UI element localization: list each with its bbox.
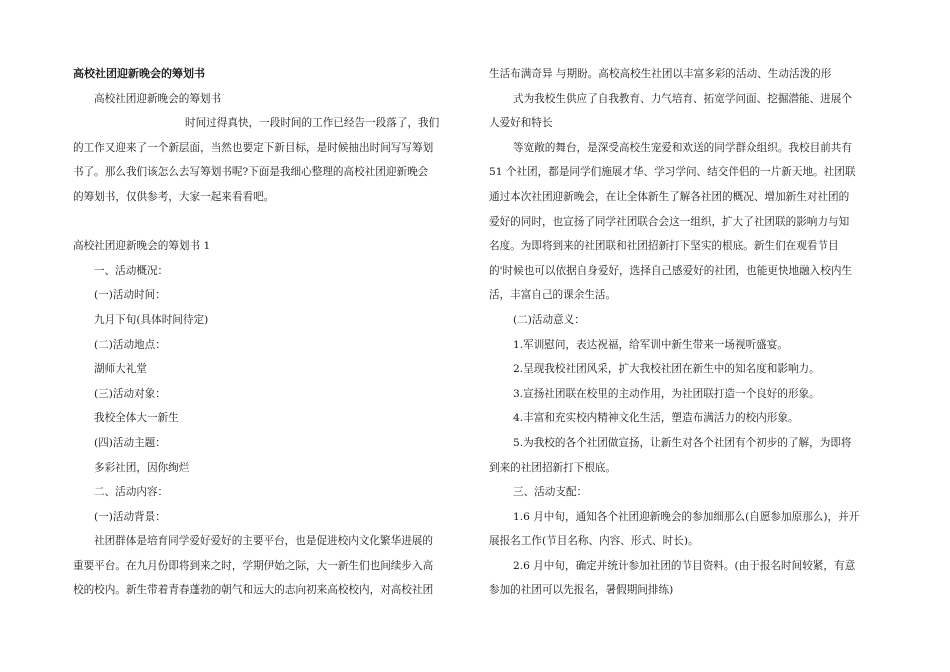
right-column: [489, 62, 880, 603]
document-title: 高校社团迎新晚会的筹划书: [73, 67, 205, 80]
text-line: 名度。为即将到来的社团联和社团招新打下坚实的根底。新生们在观看节目: [489, 240, 839, 253]
text-line: 等宽敞的舞台，是深受高校生宠爱和欢送的同学群众组织。我校目前共有: [513, 141, 852, 154]
text-line: 我校全体大一新生: [94, 412, 179, 425]
text-line: (四)活动主题：: [94, 436, 166, 449]
text-line: 2.6 月中旬，确定并统计参加社团的节目资料。(由于报名时间较紧，有意: [513, 559, 856, 572]
text-line: 时间过得真快，一段时间的工作已经告一段落了，我们: [185, 117, 440, 130]
blank-line: [73, 210, 465, 235]
text-line: (三)活动对象：: [94, 387, 166, 400]
text-line: 重要平台。在九月份即将到来之时，学期伊始之际，大一新生们也间续步入高: [73, 559, 434, 572]
text-line: 二、活动内容：: [94, 486, 169, 499]
text-line: 的筹划书，仅供参考，大家一起来看看吧。: [73, 190, 275, 203]
text-line: 1.军训慰问，表达祝福，给军训中新生带来一场视听盛宴。: [513, 338, 788, 351]
text-line: 参加的社团可以先报名，暑假期间排练): [489, 584, 674, 597]
text-line: (一)活动背景：: [94, 510, 166, 523]
text-line: 生活布满奇异 与期盼。高校高校生社团以丰富多彩的活动、生动活泼的形: [489, 68, 832, 80]
text-line: 爱好的同时，也宣扬了同学社团联合会这一组织，扩大了社团联的影响力与知: [489, 215, 850, 228]
text-line: 三、活动支配：: [513, 486, 588, 499]
text-line: 展报名工作(节目名称、内容、形式、时长)。: [489, 535, 699, 548]
text-line: 一、活动概况：: [94, 264, 169, 277]
text-line: 书了。那么我们该怎么去写筹划书呢?下面是我细心整理的高校社团迎新晚会: [73, 166, 429, 179]
text-line: 湖师大礼堂: [94, 363, 147, 376]
text-line: 到来的社团招新打下根底。: [489, 461, 617, 474]
text-line: (二)活动地点：: [94, 338, 166, 351]
text-line: 的工作又迎来了一个新层面，当然也要定下新目标，是时候抽出时间写写筹划: [73, 141, 434, 154]
text-line: 高校社团迎新晚会的筹划书 1: [73, 240, 211, 253]
text-line: (一)活动时间：: [94, 289, 166, 302]
text-line: (二)活动意义：: [513, 313, 585, 326]
text-line: 社团群体是培育同学爱好爱好的主要平台，也是促进校内文化繁华进展的: [94, 535, 433, 548]
text-line: 1.6 月中旬，通知各个社团迎新晚会的参加细那么(自愿参加原那么)，并开: [513, 510, 860, 523]
text-line: 式为我校生供应了自我教育、力气培育、拓宽学问面、挖掘潜能、进展个: [513, 92, 852, 105]
text-line: 的'时候也可以依据自身爱好，选择自己感爱好的社团，也能更快地融入校内生: [489, 264, 853, 277]
text-line: 通过本次社团迎新晚会，在让全体新生了解各社团的概况、增加新生对社团的: [489, 190, 850, 203]
text-line: 校的校内。新生带着青春蓬勃的朝气和远大的志向初来高校校内，对高校社团: [73, 584, 434, 597]
text-line: 51 个社团，都是同学们施展才华、学习学问、结交伴侣的一片新天地。社团联: [489, 166, 856, 179]
text-line: 高校社团迎新晚会的筹划书: [94, 92, 222, 105]
text-line: 5.为我校的各个社团做宣扬，让新生对各个社团有个初步的了解，为即将: [513, 436, 852, 449]
text-line: 2.呈现我校社团风采，扩大我校社团在新生中的知名度和影响力。: [513, 363, 820, 376]
text-line: 4.丰富和充实校内精神文化生活，塑造布满活力的校内形象。: [513, 412, 799, 425]
text-line: 人爱好和特长: [489, 117, 553, 130]
text-line: 九月下旬(具体时间待定): [94, 313, 209, 326]
text-line: 多彩社团，因你绚烂: [94, 461, 190, 474]
text-line: 3.宣扬社团联在校里的主动作用，为社团联打造一个良好的形象。: [513, 387, 820, 400]
left-column: [73, 62, 465, 603]
text-line: 活，丰富自己的课余生活。: [489, 289, 617, 302]
